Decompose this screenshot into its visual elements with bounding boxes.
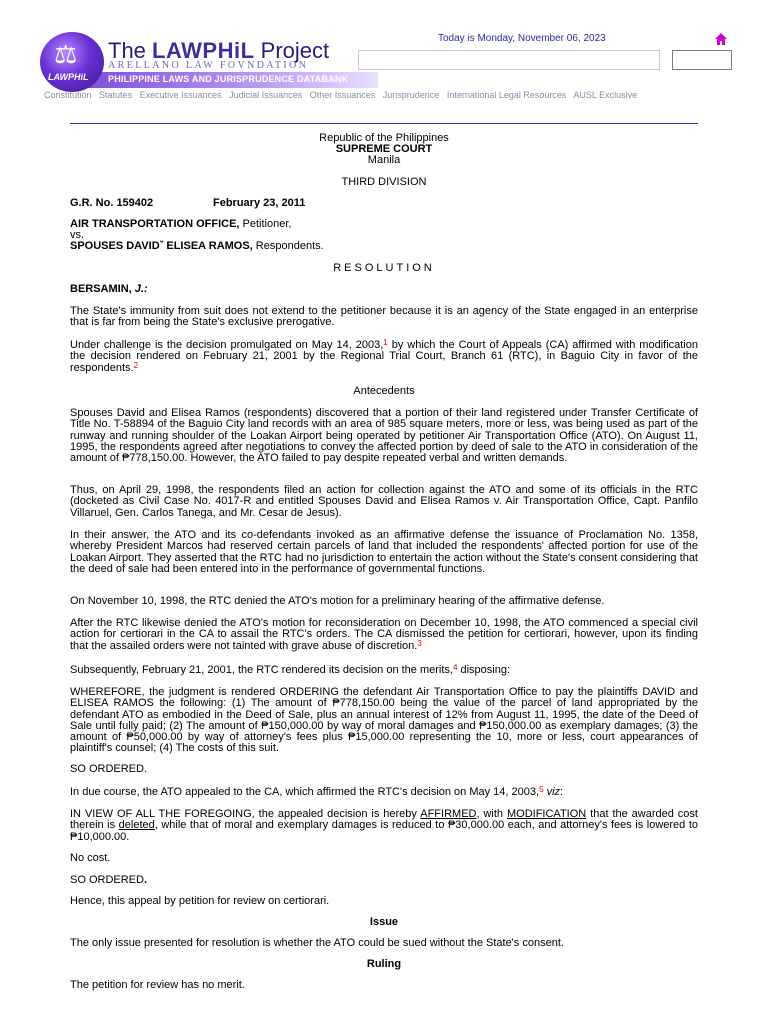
footnote-1-link[interactable]: 1	[383, 338, 388, 347]
so-ordered-2-text: SO ORDERED	[70, 874, 144, 886]
issue-heading: Issue	[369, 916, 399, 928]
paragraph-12: Hence, this appeal by petition for review on certiorari.	[70, 895, 330, 907]
petitioner-line	[70, 219, 698, 230]
logo-foundation: ARELLANO LAW FOVNDATION	[108, 60, 309, 71]
search-input[interactable]	[358, 50, 660, 70]
main-nav	[44, 90, 642, 100]
paragraph-8	[70, 665, 698, 676]
nav-item-executive-issuances[interactable]: Executive Issuances	[139, 90, 222, 100]
ca-dispositive-end: , while that of moral and exemplary damages is reduced to ₱30,000.00 each, and attorney's fees is lowered to ₱10,000.00.	[70, 819, 699, 843]
logo-title-prefix: The	[108, 38, 153, 63]
ca-dispositive-mid1: , with	[476, 808, 507, 820]
nav-item-jurisprudence[interactable]: Jurisprudence	[382, 90, 440, 100]
petitioner-name: AIR TRANSPORTATION OFFICE,	[70, 218, 240, 230]
republic-line: Republic of the Philippines	[319, 132, 449, 144]
case-number-line	[70, 198, 698, 209]
footnote-2-link[interactable]: 2	[133, 360, 139, 370]
logo-title-main: LAWPHiL	[152, 38, 255, 63]
home-icon[interactable]	[714, 32, 728, 46]
paragraph-1: The State's immunity from suit does not extend to the petitioner because it is an agency of the State engaged in an enterprise that is far from being the State's exclusive prerogative.	[70, 305, 698, 329]
so-ordered-2: SO ORDERED.	[70, 874, 148, 886]
court-city: Manila	[367, 154, 401, 166]
paragraph-8-end: disposing:	[457, 664, 511, 676]
nav-item-international-legal-resources[interactable]: International Legal Resources	[446, 90, 567, 100]
paragraph-13: The only issue presented for resolution is whether the ATO could be sued without the State's consent.	[70, 937, 564, 949]
no-cost: No cost.	[70, 852, 111, 864]
paragraph-10: In due course, the ATO appealed to the CA, which affirmed the RTC's decision on May 14, 2003,$^5$ viz:	[70, 785, 564, 798]
paragraph-14: The petition for review has no merit.	[70, 979, 245, 991]
nav-item-ausl-exclusive[interactable]: AUSL Exclusive	[573, 90, 638, 100]
versus: vs.	[70, 229, 85, 241]
paragraph-2-start: Under challenge is the decision promulgated on May 14, 2003,	[70, 339, 384, 351]
logo-databank-band	[78, 72, 378, 88]
respondent-name: SPOUSES DAVIDˇ ELISEA RAMOS,	[70, 240, 253, 252]
ruling-heading: Ruling	[366, 958, 402, 970]
logo-databank-text: PHILIPPINE LAWS AND JURISPRUDENCE DATABANK	[108, 74, 349, 84]
footnote-4-link[interactable]: 4	[452, 663, 458, 672]
respondent-line	[70, 241, 698, 252]
modification-text: MODIFICATION	[506, 808, 587, 820]
paragraph-2-end: by which the Court of Appeals (CA) affirmed with modification the decision rendered on February 21, 2001 by the Regional Trial Court, Branch 61 (RTC), in Baguio City in favor of the respondents.	[70, 339, 698, 374]
logo-mini-text: LAWPHiL	[48, 72, 89, 82]
nav-item-statutes[interactable]: Statutes	[99, 90, 133, 100]
ca-dispositive-start: IN VIEW OF ALL THE FOREGOING, the appealed decision is hereby	[70, 808, 421, 820]
logo-emblem	[40, 32, 104, 92]
paragraph-3: Spouses David and Elisea Ramos (respondents) discovered that a portion of their land registered under Transfer Certificate of Title No. T-58894 of the Baguio City land records with an area of 985 square meters, more or less, was being used as part of the runway and running shoulder of the Loakan Airport being operated by petitioner Air Transportation Office (ATO). On August 11, 1995, the respondents agreed after negotiations to convey the affected portion by deed of sale to the ATO in consideration of the amount of ₱778,150.00. However, the ATO failed to pay despite repeated verbal and written demands.	[70, 407, 698, 465]
footnote-5-link[interactable]: 5	[539, 785, 544, 794]
decision-date: February 23, 2011	[213, 197, 306, 209]
paragraph-5: In their answer, the ATO and its co-defendants invoked as an affirmative defense the issuance of Proclamation No. 1358, whereby President Marcos had reserved certain parcels of land that included the respondents' affected portion for use of the Loakan Airport. They asserted that the RTC had no jurisdiction to entertain the action without the State's consent considering that the deed of sale had been entered into in the performance of governmental functions.	[70, 529, 698, 575]
division: THIRD DIVISION	[341, 176, 427, 188]
footnote-3-link[interactable]: 3	[417, 638, 422, 648]
respondent-role: Respondents.	[252, 240, 324, 252]
so-ordered-1: SO ORDERED.	[70, 763, 148, 775]
paragraph-4: Thus, on April 29, 1998, the respondents filed an action for collection against the ATO and some of its officials in the RTC (docketed as Civil Case No. 4017-R and entitled Spouses David and Elisea Ramos v. Air Transportation Office, Capt. Panfilo Villaruel, Gen. Carlos Tanega, and Mr. Cesar de Jesus).	[70, 484, 698, 519]
scales-of-justice-icon: ⚖	[54, 40, 78, 70]
paragraph-10-viz: viz	[546, 786, 561, 798]
ponente-title: J.:	[134, 283, 148, 295]
header-divider	[70, 123, 698, 124]
ca-dispositive	[70, 809, 698, 843]
petitioner-role: Petitioner,	[239, 218, 292, 230]
resolution-heading: RESOLUTION	[333, 262, 435, 274]
paragraph-7	[70, 618, 698, 652]
logo-title-suffix: Project	[254, 38, 330, 63]
ca-dispositive-mid2: that the awarded cost therein is	[70, 808, 698, 832]
lawphil-logo[interactable]	[38, 32, 368, 90]
paragraph-6: On November 10, 1998, the RTC denied the ATO's motion for a preliminary hearing of the affirmative defense.	[70, 595, 605, 607]
paragraph-2	[70, 340, 698, 374]
nav-item-judicial-issuances[interactable]: Judicial Issuances	[229, 90, 303, 100]
paragraph-10-text: In due course, the ATO appealed to the CA, which affirmed the RTC's decision on May 14, 2003,	[70, 786, 540, 798]
paragraph-7-text: After the RTC likewise denied the ATO's motion for reconsideration on December 10, 1998, the ATO commenced a special civil action for certiorari in the CA to assail the RTC's orders. The CA dismissed the petition for certiorari, however, upon its finding that the assailed orders were not tainted with grave abuse of discretion.	[70, 617, 698, 652]
ponente	[70, 284, 698, 295]
nav-item-other-issuances[interactable]: Other Issuances	[309, 90, 376, 100]
ponente-name: BERSAMIN,	[70, 283, 132, 295]
affirmed-text: AFFIRMED	[420, 808, 477, 820]
rtc-dispositive: WHEREFORE, the judgment is rendered ORDERING the defendant Air Transportation Office to pay the plaintiffs DAVID and ELISEA RAMOS the following: (1) The amount of ₱778,150.00 being the value of the parcel of land appropriated by the defendant ATO as embodied in the Deed of Sale, plus an annual interest of 12% from August 11, 1995, the date of the Deed of Sale until fully paid; (2) The amount of ₱150,000.00 by way of moral damages and ₱150,000.00 as exemplary damages; (3) the amount of ₱50,000.00 by way of attorney's fees plus ₱15,000.00 representing the 10, more or less, court appearances of plaintiff's counsel; (4) The costs of this suit.	[70, 686, 698, 755]
paragraph-8-text: Subsequently, February 21, 2001, the RTC rendered its decision on the merits,	[70, 664, 453, 676]
today-date: Today is Monday, November 06, 2023	[438, 33, 606, 44]
court-name: SUPREME COURT	[335, 143, 433, 155]
antecedents-heading: Antecedents	[353, 385, 415, 397]
deleted-text: deleted	[118, 819, 155, 832]
gr-number: G.R. No. 159402	[70, 197, 154, 209]
nav-item-constitution[interactable]: Constitution	[44, 90, 92, 100]
search-button[interactable]	[672, 50, 732, 70]
